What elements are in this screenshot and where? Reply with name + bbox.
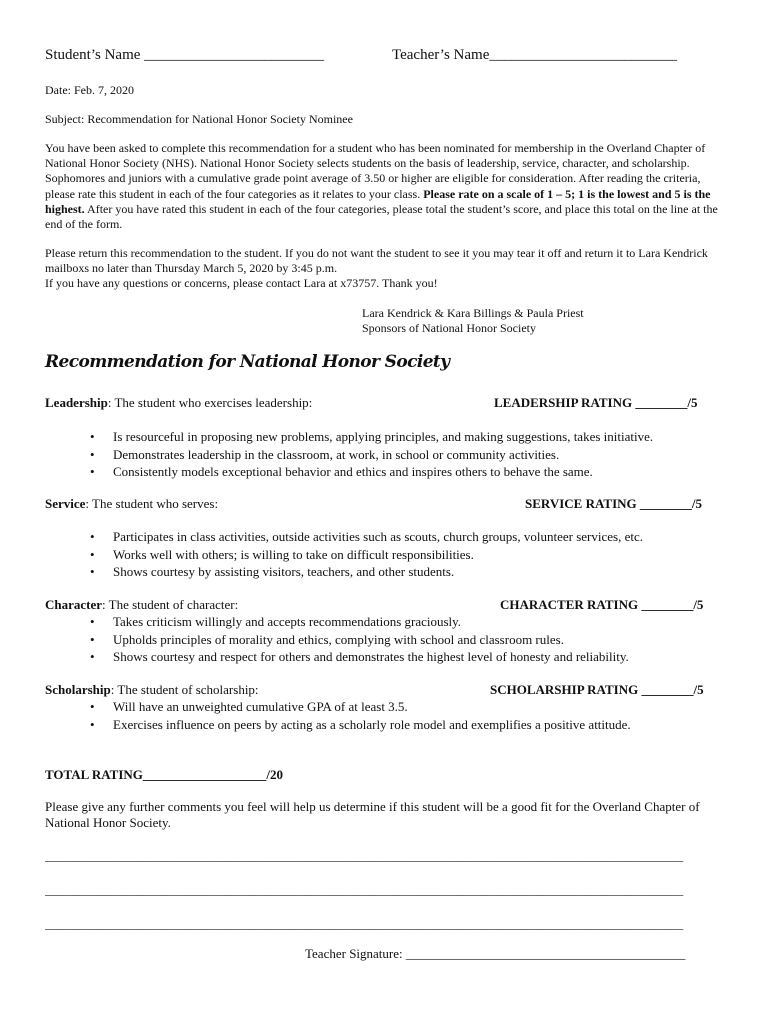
leadership-header bbox=[45, 395, 725, 411]
category-label: Service bbox=[45, 496, 86, 511]
category-description: : The student who serves: bbox=[85, 496, 219, 511]
category-description: : The student of scholarship: bbox=[110, 682, 259, 697]
category-description: : The student of character: bbox=[102, 597, 239, 612]
intro-paragraph bbox=[45, 141, 730, 232]
sponsor-title: Sponsors of National Honor Society bbox=[362, 321, 536, 335]
comments-prompt: Please give any further comments you feel will help us determine if this student will be a good fit for the Overland Chapter of National Honor Society. bbox=[45, 799, 700, 830]
intro-text-1: You have been asked to complete this recommendation for a student who has been nominated for membership in the Overland Chapter of National Honor Society (NHS). National Honor Society selects students on the basis of leadership, service, character, and scholarship. Sophomores and juniors with a cumulative grade point average of 3.50 or higher are eligible for consideration. After reading the criteria, please rate this student in each of the four categories as it relates to your class. bbox=[45, 141, 706, 201]
comment-line[interactable]: ______________________________________________________________________________________________________________ bbox=[45, 849, 684, 863]
scholarship-criteria-list bbox=[90, 698, 631, 733]
category-label: Character bbox=[45, 597, 103, 612]
scholarship-header bbox=[45, 682, 725, 698]
list-item: • Consistently models exceptional behavior and ethics and inspires others to behave the same. bbox=[90, 463, 653, 481]
category-description: : The student who exercises leadership: bbox=[107, 395, 313, 410]
return-note: Please return this recommendation to the student. If you do not want the student to see it you may tear it off and return it to Lara Kendrick mailboxs no later than Thursday March 5, 2020 by 3:45 p.m. bbox=[45, 246, 708, 276]
leadership-criteria-list bbox=[90, 428, 653, 481]
category-label: Scholarship bbox=[45, 682, 111, 697]
teacher-signature-field[interactable]: Teacher Signature: ___________________________________________ bbox=[305, 946, 686, 961]
list-item: • Participates in class activities, outside activities such as scouts, church groups, volunteer services, etc. bbox=[90, 528, 643, 546]
intro-rating-instruction: Please rate on a scale of 1 – 5; 1 is the lowest and 5 is the highest. bbox=[45, 186, 711, 216]
list-item: • Shows courtesy and respect for others and demonstrates the highest level of honesty and reliability. bbox=[90, 648, 629, 666]
comment-line[interactable]: ______________________________________________________________________________________________________________ bbox=[45, 917, 684, 931]
scholarship-rating-field[interactable]: SCHOLARSHIP RATING ________/5 bbox=[490, 682, 704, 697]
intro-text-2: After you have rated this student in each of the four categories, please total the student’s score, and place this total on the line at the end of the form. bbox=[45, 201, 718, 232]
service-rating-field[interactable]: SERVICE RATING ________/5 bbox=[525, 496, 702, 511]
list-item: • Exercises influence on peers by acting as a scholarly role model and exemplifies a positive attitude. bbox=[90, 716, 631, 734]
date-line: Date: Feb. 7, 2020 bbox=[45, 83, 134, 97]
student-name-field[interactable]: Student’s Name ________________________ bbox=[45, 47, 325, 63]
sponsor-names: Lara Kendrick & Kara Billings & Paula Priest bbox=[362, 306, 584, 320]
teacher-name-field[interactable]: Teacher’s Name_________________________ bbox=[392, 47, 677, 63]
list-item: • Works well with others; is willing to take on difficult responsibilities. bbox=[90, 546, 643, 564]
service-header bbox=[45, 496, 725, 512]
total-rating-field[interactable]: TOTAL RATING___________________/20 bbox=[45, 767, 283, 782]
category-label: Leadership bbox=[45, 395, 108, 410]
form-title: Recommendation for National Honor Society bbox=[45, 352, 450, 372]
character-header bbox=[45, 597, 725, 613]
comment-line[interactable]: ______________________________________________________________________________________________________________ bbox=[45, 883, 684, 897]
list-item: • Upholds principles of morality and ethics, complying with school and classroom rules. bbox=[90, 631, 629, 649]
subject-line: Subject: Recommendation for National Honor Society Nominee bbox=[45, 112, 353, 126]
contact-note: If you have any questions or concerns, please contact Lara at x73757. Thank you! bbox=[45, 276, 438, 290]
character-criteria-list bbox=[90, 613, 629, 666]
service-criteria-list bbox=[90, 528, 643, 581]
list-item: • Demonstrates leadership in the classroom, at work, in school or community activities. bbox=[90, 446, 653, 464]
list-item: • Shows courtesy by assisting visitors, teachers, and other students. bbox=[90, 563, 643, 581]
leadership-rating-field[interactable]: LEADERSHIP RATING ________/5 bbox=[494, 395, 698, 410]
list-item: • Takes criticism willingly and accepts recommendations graciously. bbox=[90, 613, 629, 631]
list-item: • Will have an unweighted cumulative GPA of at least 3.5. bbox=[90, 698, 631, 716]
character-rating-field[interactable]: CHARACTER RATING ________/5 bbox=[500, 597, 704, 612]
list-item: • Is resourceful in proposing new problems, applying principles, and making suggestions, takes initiative. bbox=[90, 428, 653, 446]
